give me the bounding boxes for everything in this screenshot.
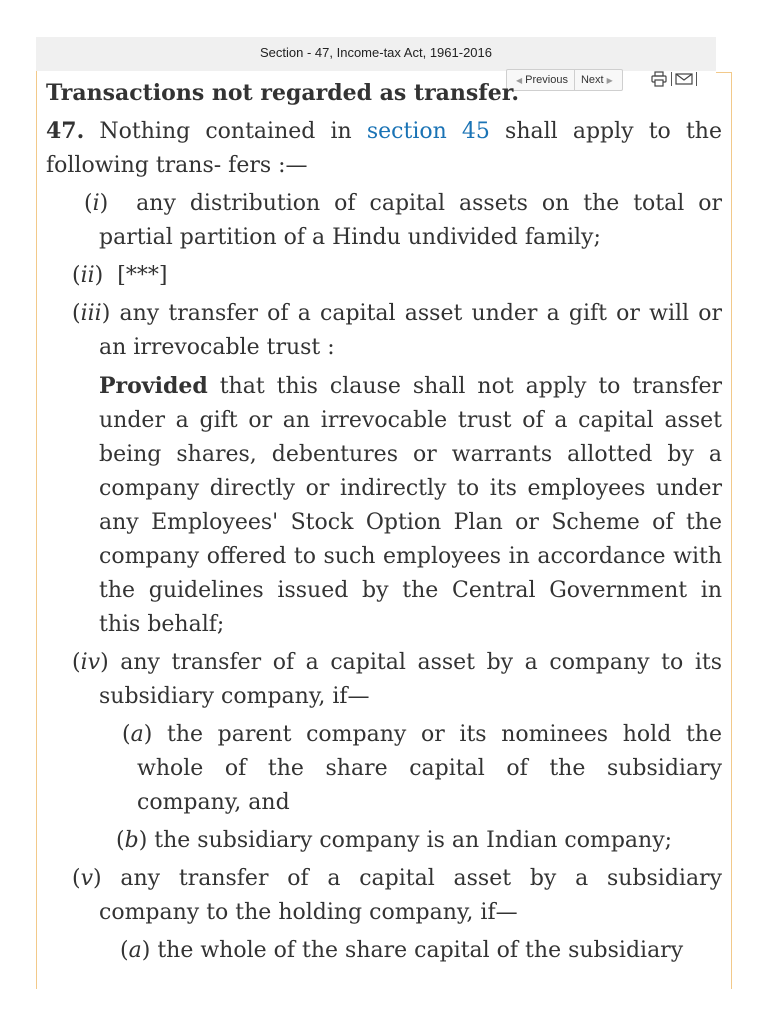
subclause-iv-a xyxy=(46,718,722,820)
proviso xyxy=(46,369,722,642)
clause-number: (ii) xyxy=(72,263,104,288)
clause-text: any transfer of a capital asset by a subsidiary company to the holding company, if— xyxy=(99,866,723,925)
section-45-link[interactable]: section 45 xyxy=(366,119,490,144)
subclause-v-a xyxy=(46,934,722,968)
intro-text-after: shall apply to the following trans- fers :— xyxy=(46,119,722,178)
frame-border-left xyxy=(36,71,37,989)
proviso-text: that this clause shall not apply to transfer under a gift or an irrevocable trust of a capital asset being shares, debentures or warrants allotted by a company directly or indirectly to its employees under any Employees' Stock Option Plan or Scheme of the company offered to such employees in accordance with the guidelines issued by the Central Government in this behalf; xyxy=(99,374,722,637)
subclause-text: the parent company or its nominees hold the whole of the share capital of the subsidiary company, and xyxy=(137,722,722,815)
subclause-number: (b) xyxy=(116,828,148,853)
clause-iv xyxy=(46,646,722,714)
clause-i xyxy=(46,187,722,255)
clause-text: any distribution of capital assets on the total or partial partition of a Hindu undivided family; xyxy=(99,191,722,250)
section-intro xyxy=(46,114,722,183)
section-heading: Transactions not regarded as transfer. xyxy=(46,80,519,106)
section-number: 47. xyxy=(46,118,85,144)
page-title: Section - 47, Income-tax Act, 1961-2016 xyxy=(260,45,492,60)
clause-text: any transfer of a capital asset under a gift or will or an irrevocable trust : xyxy=(99,301,723,360)
proviso-label: Provided xyxy=(99,373,208,399)
triangle-left-icon: ◀ xyxy=(516,75,523,85)
clause-iii xyxy=(46,297,722,365)
previous-label: Previous xyxy=(525,74,568,86)
clause-number: (iv) xyxy=(72,650,109,675)
subclause-text: the whole of the share capital of the subsidiary xyxy=(157,938,684,963)
next-label: Next xyxy=(580,74,604,86)
clause-text: [***] xyxy=(117,263,168,288)
clause-number: (i) xyxy=(84,191,109,216)
clause-ii xyxy=(46,259,722,293)
frame-border-right xyxy=(731,73,732,989)
triangle-right-icon: ▶ xyxy=(606,75,613,85)
clause-text: any transfer of a capital asset by a company to its subsidiary company, if— xyxy=(99,650,722,709)
header-bar xyxy=(36,37,716,71)
subclause-number: (a) xyxy=(120,938,151,963)
frame-border-top xyxy=(716,72,732,73)
subclause-text: the subsidiary company is an Indian company; xyxy=(154,828,673,853)
clause-v xyxy=(46,862,722,930)
document-body xyxy=(46,76,722,968)
intro-text-before: Nothing contained in xyxy=(99,119,352,144)
subclause-number: (a) xyxy=(122,722,153,747)
clause-number: (iii) xyxy=(72,301,111,326)
clause-number: (v) xyxy=(72,866,102,891)
subclause-iv-b xyxy=(46,824,722,858)
